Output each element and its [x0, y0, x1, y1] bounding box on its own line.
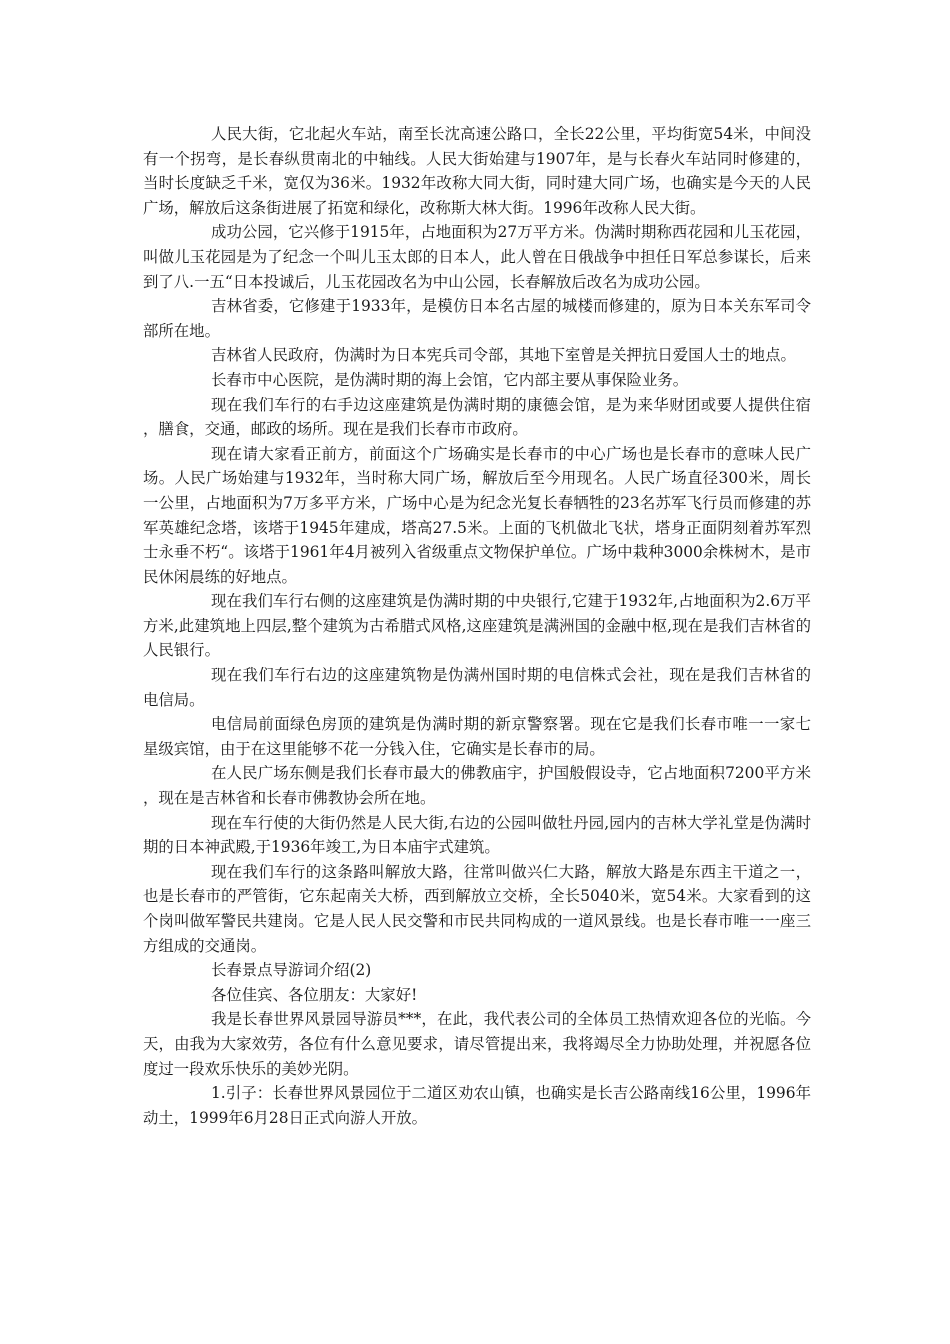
paragraph-world-landscape-park: 1.引子：长春世界风景园位于二道区劝农山镇，也确实是长吉公路南线16公里，1996年动土，1999年6月28日正式向游人开放。 [143, 1084, 811, 1127]
paragraph-central-hospital: 长春市中心医院，是伪满时期的海上会馆，它内部主要从事保险业务。 [211, 370, 689, 389]
document-page [143, 122, 811, 1130]
paragraph-people-square: 现在请大家看正前方，前面这个广场确实是长春市的中心广场也是长春市的意味人民广场。人民广场始建与1932年，当时称大同广场，解放后至今用现名。人民广场直径300米，周长一公里，占地面积为7万多平方米，广场中心是为纪念光复长春牺牲的23名苏军飞行员而修建的苏军英雄纪念塔，该塔于1945年建成，塔高27.5米。上面的飞机做北飞状，塔身正面阴刻着苏军烈士永垂不朽“。该塔于1961年4月被列入省级重点文物保护单位。广场中栽种3000余株树木，是市民休闲晨练的好地点。 [143, 444, 811, 586]
paragraph-telecom-company: 现在我们车行右边的这座建筑物是伪满州国时期的电信株式会社，现在是我们吉林省的电信局。 [143, 666, 811, 709]
paragraph-greeting: 各位佳宾、各位朋友：大家好! [211, 985, 418, 1004]
paragraph-buddhist-temple: 在人民广场东侧是我们长春市最大的佛教庙宇，护国般假设寺，它占地面积7200平方米，现在是吉林省和长春市佛教协会所在地。 [143, 764, 811, 808]
paragraph-renmin-street: 人民大街，它北起火车站，南至长沈高速公路口，全长22公里，平均街宽54米，中间没有一个拐弯，是长春纵贯南北的中轴线。人民大街始建与1907年，是与长春火车站同时修建的，当时长度缺乏千米，宽仅为36米。1932年改称大同大街，同时建大同广场，也确实是今天的人民广场，解放后这条街进展了拓宽和绿化，改称斯大林大街。1996年改称人民大街。 [143, 125, 811, 217]
paragraph-guide-intro: 我是长春世界风景园导游员***，在此，我代表公司的全体员工热情欢迎各位的光临。今天，由我为大家效劳，各位有什么意见要求，请尽管提出来，我将竭尽全力协助处理，并祝愿各位度过一段欢乐快乐的美妙光阴。 [143, 1010, 811, 1078]
paragraph-jiefang-road: 现在我们车行的这条路叫解放大路，往常叫做兴仁大路，解放大路是东西主干道之一，也是长春市的严管街，它东起南关大桥，西到解放立交桥，全长5040米，宽54米。大家看到的这个岗叫做军警民共建岗。它是人民人民交警和市民共同构成的一道风景线。也是长春市唯一一座三方组成的交通岗。 [143, 862, 811, 955]
section-heading: 长春景点导游词介绍(2) [211, 961, 372, 980]
paragraph-provincial-government: 吉林省人民政府，伪满时为日本宪兵司令部，其地下室曾是关押抗日爱国人士的地点。 [211, 346, 796, 365]
paragraph-peony-garden: 现在车行使的大街仍然是人民大街,右边的公园叫做牡丹园,园内的吉林大学礼堂是伪满时期的日本神武殿,于1936年竣工,为日本庙宇式建筑。 [143, 813, 811, 857]
paragraph-central-bank: 现在我们车行右侧的这座建筑是伪满时期的中央银行,它建于1932年,占地面积为2.6万平方米,此建筑地上四层,整个建筑为古希腊式风格,这座建筑是满洲国的金融中枢,现在是我们吉林省的人民银行。 [143, 592, 811, 660]
paragraph-police-station: 电信局前面绿色房顶的建筑是伪满时期的新京警察署。现在它是我们长春市唯一一家七星级宾馆，由于在这里能够不花一分钱入住，它确实是长春市的局。 [143, 715, 811, 758]
paragraph-kangde-hall: 现在我们车行的右手边这座建筑是伪满时期的康德会馆，是为来华财团或要人提供住宿，膳食，交通，邮政的场所。现在是我们长春市市政府。 [143, 395, 811, 439]
paragraph-success-park: 成功公园，它兴修于1915年，占地面积为27万平方米。伪满时期称西花园和儿玉花园，叫做儿玉花园是为了纪念一个叫儿玉太郎的日本人，此人曾在日俄战争中担任日军总参谋长，后来到了八.一五“日本投诚后，儿玉花园改名为中山公园，长春解放后改名为成功公园。 [143, 223, 811, 291]
paragraph-provincial-committee: 吉林省委，它修建于1933年，是模仿日本名古屋的城楼而修建的，原为日本关东军司令部所在地。 [143, 297, 811, 340]
